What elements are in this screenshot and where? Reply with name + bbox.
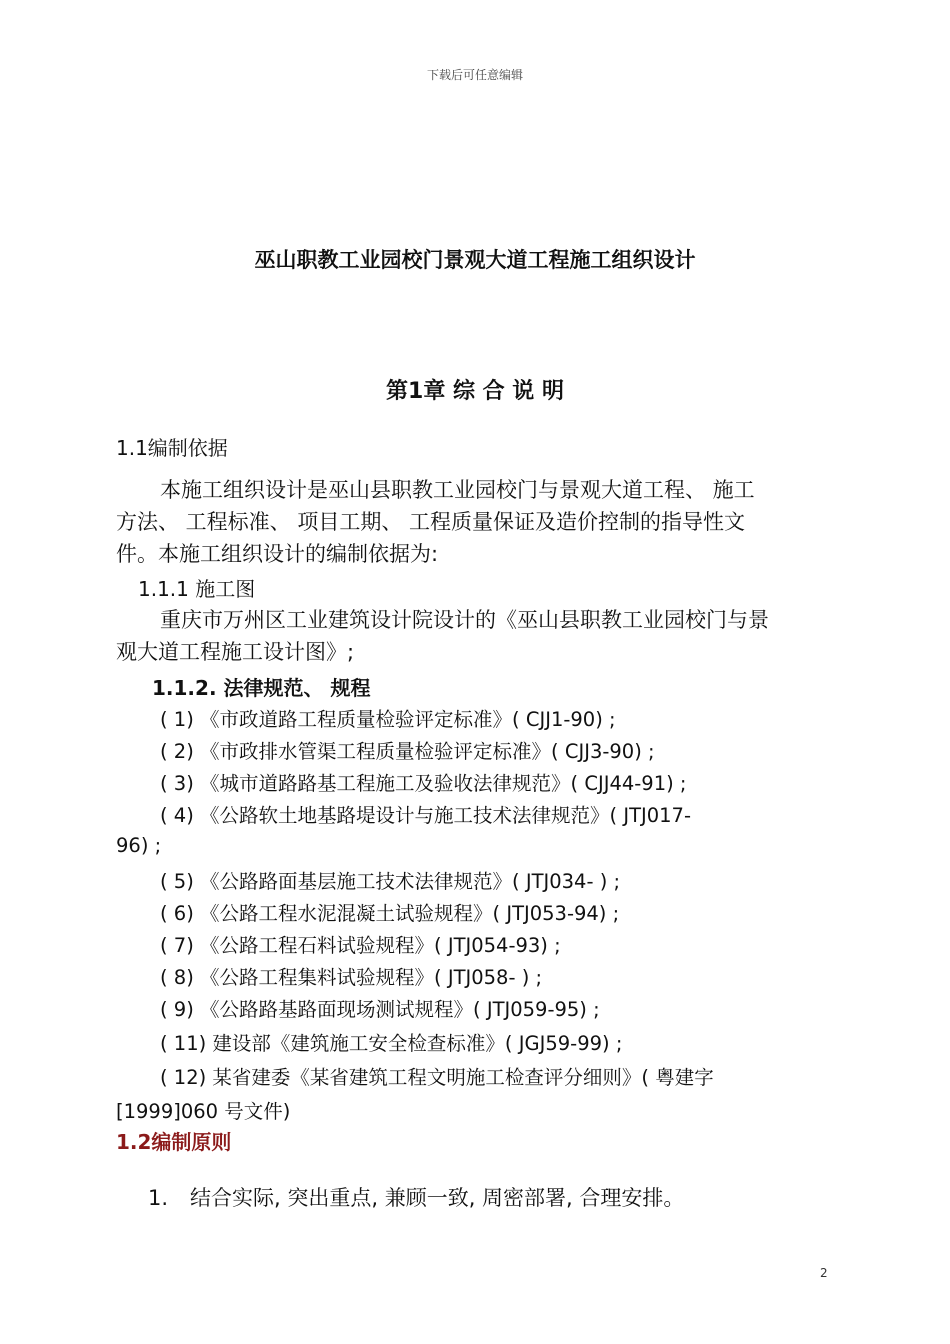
subsection-heading-1-1-1: 1.1.1 施工图 [138,577,256,601]
section-heading-1-2: 1.2编制原则 [116,1130,232,1154]
drawing-line-2: 观大道工程施工设计图》; [116,640,355,664]
chapter-heading: 第1章 综 合 说 明 [386,379,564,404]
document-title: 巫山职教工业园校门景观大道工程施工组织设计 [254,248,696,272]
principle-number: 1. [148,1186,169,1210]
page-number: 2 [820,1266,828,1280]
page-header-note: 下载后可任意编辑 [426,68,523,82]
standard-item: ( 3) 《城市道路路基工程施工及验收法律规范》( CJJ44-91) ; [160,772,687,795]
standard-item: ( 1) 《市政道路工程质量检验评定标准》( CJJ1-90) ; [160,708,616,731]
standard-item: ( 11) 建设部《建筑施工安全检查标准》( JGJ59-99) ; [160,1032,623,1055]
standard-item-continuation: 96) ; [116,834,162,857]
drawing-line-1: 重庆市万州区工业建筑设计院设计的《巫山县职教工业园校门与景 [160,608,769,632]
standard-item: ( 9) 《公路路基路面现场测试规程》( JTJ059-95) ; [160,998,600,1021]
standard-item: ( 4) 《公路软土地基路堤设计与施工技术法律规范》( JTJ017- [160,804,691,827]
intro-line-1: 本施工组织设计是巫山县职教工业园校门与景观大道工程、 施工 [160,478,755,502]
section-heading-1-1: 1.1编制依据 [116,436,228,460]
standard-item: ( 8) 《公路工程集料试验规程》( JTJ058- ) ; [160,966,543,989]
standard-item: ( 5) 《公路路面基层施工技术法律规范》( JTJ034- ) ; [160,870,621,893]
standard-item: ( 7) 《公路工程石料试验规程》( JTJ054-93) ; [160,934,561,957]
subsection-heading-1-1-2: 1.1.2. 法律规范、 规程 [152,676,371,700]
standard-item: ( 12) 某省建委《某省建筑工程文明施工检查评分细则》( 粤建字 [160,1066,714,1089]
intro-line-3: 件。本施工组织设计的编制依据为: [116,542,439,566]
principle-text: 结合实际, 突出重点, 兼顾一致, 周密部署, 合理安排。 [190,1186,685,1210]
standard-item: ( 6) 《公路工程水泥混凝土试验规程》( JTJ053-94) ; [160,902,620,925]
standard-item-continuation: [1999]060 号文件) [116,1100,291,1123]
standard-item: ( 2) 《市政排水管渠工程质量检验评定标准》( CJJ3-90) ; [160,740,655,763]
intro-line-2: 方法、 工程标准、 项目工期、 工程质量保证及造价控制的指导性文 [116,510,746,534]
